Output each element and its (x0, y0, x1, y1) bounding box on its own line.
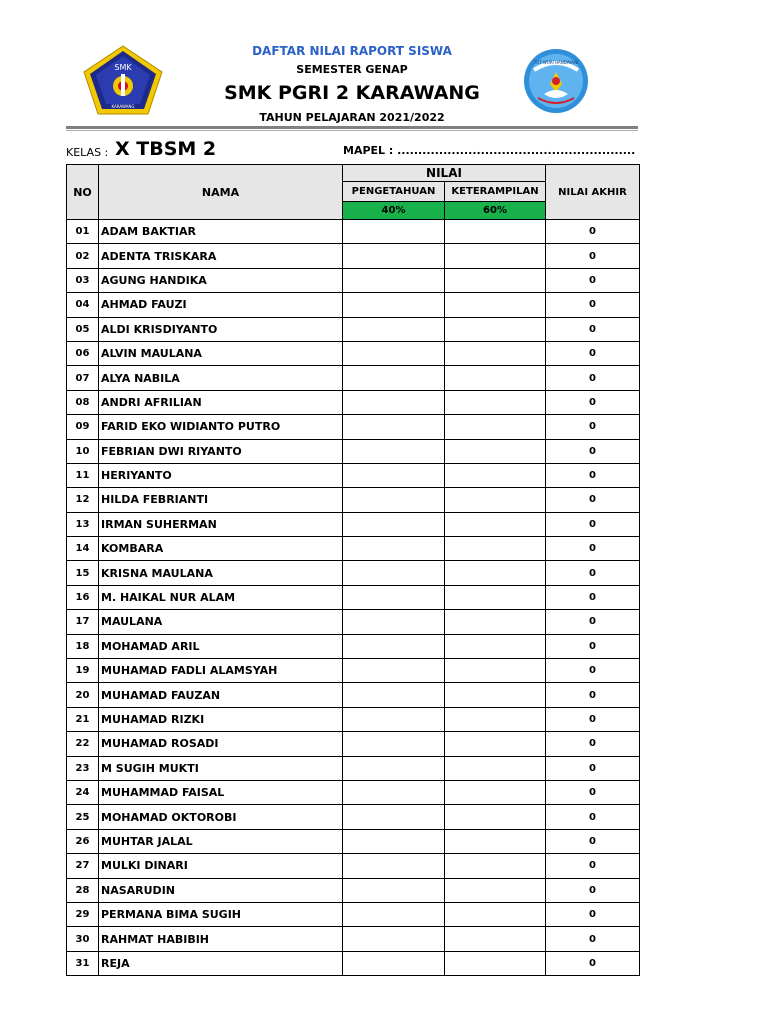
input-keterampilan[interactable] (445, 341, 546, 365)
table-row (67, 732, 640, 756)
row-nama: KOMBARA (99, 537, 343, 561)
input-pengetahuan[interactable] (343, 927, 445, 951)
table-row (67, 317, 640, 341)
row-nilai-akhir: 0 (546, 390, 640, 414)
input-keterampilan[interactable] (445, 683, 546, 707)
table-row (67, 488, 640, 512)
row-no: 11 (67, 463, 99, 487)
input-pengetahuan[interactable] (343, 805, 445, 829)
table-row (67, 463, 640, 487)
row-nilai-akhir: 0 (546, 488, 640, 512)
input-keterampilan[interactable] (445, 317, 546, 341)
row-nilai-akhir: 0 (546, 805, 640, 829)
row-nilai-akhir: 0 (546, 902, 640, 926)
row-nilai-akhir: 0 (546, 829, 640, 853)
input-pengetahuan[interactable] (343, 561, 445, 585)
input-keterampilan[interactable] (445, 488, 546, 512)
row-nilai-akhir: 0 (546, 220, 640, 244)
row-no: 09 (67, 415, 99, 439)
row-no: 17 (67, 610, 99, 634)
row-nilai-akhir: 0 (546, 854, 640, 878)
header-nama: NAMA (99, 165, 343, 220)
table-row (67, 902, 640, 926)
row-nama: RAHMAT HABIBIH (99, 927, 343, 951)
row-nilai-akhir: 0 (546, 707, 640, 731)
header-divider-thin (66, 130, 638, 131)
input-pengetahuan[interactable] (343, 244, 445, 268)
kelas-value: X TBSM 2 (115, 138, 217, 160)
row-no: 25 (67, 805, 99, 829)
row-nama: MUHTAR JALAL (99, 829, 343, 853)
row-nilai-akhir: 0 (546, 268, 640, 292)
input-pengetahuan[interactable] (343, 854, 445, 878)
row-nilai-akhir: 0 (546, 366, 640, 390)
row-no: 06 (67, 341, 99, 365)
row-no: 02 (67, 244, 99, 268)
weight-pengetahuan: 40% (343, 202, 445, 220)
input-keterampilan[interactable] (445, 902, 546, 926)
row-no: 07 (67, 366, 99, 390)
input-pengetahuan[interactable] (343, 220, 445, 244)
row-nilai-akhir: 0 (546, 585, 640, 609)
row-no: 13 (67, 512, 99, 536)
row-nilai-akhir: 0 (546, 634, 640, 658)
table-row (67, 220, 640, 244)
input-keterampilan[interactable] (445, 537, 546, 561)
input-keterampilan[interactable] (445, 512, 546, 536)
table-row (67, 268, 640, 292)
input-keterampilan[interactable] (445, 585, 546, 609)
header-divider (66, 126, 638, 129)
table-row (67, 829, 640, 853)
header-pengetahuan: PENGETAHUAN (343, 182, 445, 202)
table-row (67, 244, 640, 268)
row-nilai-akhir: 0 (546, 732, 640, 756)
input-pengetahuan[interactable] (343, 951, 445, 975)
row-no: 14 (67, 537, 99, 561)
row-nilai-akhir: 0 (546, 780, 640, 804)
table-row (67, 634, 640, 658)
row-nama: HERIYANTO (99, 463, 343, 487)
row-nama: ALVIN MAULANA (99, 341, 343, 365)
row-nama: M SUGIH MUKTI (99, 756, 343, 780)
input-pengetahuan[interactable] (343, 634, 445, 658)
row-no: 04 (67, 293, 99, 317)
row-nama: REJA (99, 951, 343, 975)
row-nama: MUHAMAD RIZKI (99, 707, 343, 731)
input-keterampilan[interactable] (445, 878, 546, 902)
row-nilai-akhir: 0 (546, 951, 640, 975)
input-keterampilan[interactable] (445, 951, 546, 975)
row-nama: MOHAMAD ARIL (99, 634, 343, 658)
row-nama: KRISNA MAULANA (99, 561, 343, 585)
school-name: SMK PGRI 2 KARAWANG (224, 82, 480, 104)
row-no: 23 (67, 756, 99, 780)
row-nilai-akhir: 0 (546, 317, 640, 341)
row-no: 05 (67, 317, 99, 341)
input-keterampilan[interactable] (445, 854, 546, 878)
row-no: 29 (67, 902, 99, 926)
input-keterampilan[interactable] (445, 293, 546, 317)
table-row (67, 610, 640, 634)
table-row (67, 366, 640, 390)
row-nama: PERMANA BIMA SUGIH (99, 902, 343, 926)
table-row (67, 927, 640, 951)
document-subtitle: DAFTAR NILAI RAPORT SISWA (252, 44, 452, 58)
row-nama: MUHAMAD FADLI ALAMSYAH (99, 659, 343, 683)
row-no: 19 (67, 659, 99, 683)
table-row (67, 683, 640, 707)
table-row (67, 512, 640, 536)
row-nilai-akhir: 0 (546, 927, 640, 951)
row-no: 16 (67, 585, 99, 609)
table-row (67, 659, 640, 683)
row-no: 26 (67, 829, 99, 853)
logo-text-top: SMK (114, 63, 132, 72)
row-no: 24 (67, 780, 99, 804)
row-no: 27 (67, 854, 99, 878)
row-no: 15 (67, 561, 99, 585)
row-nilai-akhir: 0 (546, 439, 640, 463)
input-pengetahuan[interactable] (343, 439, 445, 463)
row-nama: HILDA FEBRIANTI (99, 488, 343, 512)
input-keterampilan[interactable] (445, 634, 546, 658)
input-pengetahuan[interactable] (343, 610, 445, 634)
row-nilai-akhir: 0 (546, 244, 640, 268)
row-nama: NASARUDIN (99, 878, 343, 902)
input-keterampilan[interactable] (445, 463, 546, 487)
row-nilai-akhir: 0 (546, 878, 640, 902)
grade-table (66, 164, 640, 976)
table-row (67, 951, 640, 975)
header-nilai-akhir: NILAI AKHIR (546, 165, 640, 220)
table-row (67, 293, 640, 317)
row-nilai-akhir: 0 (546, 659, 640, 683)
row-nilai-akhir: 0 (546, 341, 640, 365)
row-no: 28 (67, 878, 99, 902)
row-nilai-akhir: 0 (546, 756, 640, 780)
weight-keterampilan: 60% (445, 202, 546, 220)
row-nama: MAULANA (99, 610, 343, 634)
input-pengetahuan[interactable] (343, 780, 445, 804)
input-pengetahuan[interactable] (343, 707, 445, 731)
input-pengetahuan[interactable] (343, 366, 445, 390)
row-nama: AHMAD FAUZI (99, 293, 343, 317)
input-pengetahuan[interactable] (343, 878, 445, 902)
row-no: 20 (67, 683, 99, 707)
input-pengetahuan[interactable] (343, 341, 445, 365)
logo-motto: TUT WURI HANDAYANI (533, 60, 579, 65)
table-row (67, 878, 640, 902)
table-row (67, 415, 640, 439)
mapel-field: MAPEL : ......................................................... (343, 144, 636, 157)
row-nama: MUHAMMAD FAISAL (99, 780, 343, 804)
row-no: 21 (67, 707, 99, 731)
input-keterampilan[interactable] (445, 268, 546, 292)
table-row (67, 854, 640, 878)
row-nama: MUHAMAD ROSADI (99, 732, 343, 756)
input-keterampilan[interactable] (445, 707, 546, 731)
row-no: 30 (67, 927, 99, 951)
semester-label: SEMESTER GENAP (296, 63, 408, 76)
row-no: 08 (67, 390, 99, 414)
table-row (67, 561, 640, 585)
header-nilai: NILAI (343, 165, 546, 182)
input-pengetahuan[interactable] (343, 317, 445, 341)
document-header (0, 0, 768, 130)
row-nama: ALDI KRISDIYANTO (99, 317, 343, 341)
input-pengetahuan[interactable] (343, 268, 445, 292)
table-row (67, 780, 640, 804)
row-no: 18 (67, 634, 99, 658)
row-no: 01 (67, 220, 99, 244)
input-pengetahuan[interactable] (343, 732, 445, 756)
row-nama: MOHAMAD OKTOROBI (99, 805, 343, 829)
row-no: 03 (67, 268, 99, 292)
kelas-label: KELAS : (66, 146, 109, 159)
row-nama: MUHAMAD FAUZAN (99, 683, 343, 707)
input-pengetahuan[interactable] (343, 488, 445, 512)
input-keterampilan[interactable] (445, 390, 546, 414)
table-row (67, 805, 640, 829)
table-row (67, 585, 640, 609)
input-keterampilan[interactable] (445, 659, 546, 683)
input-pengetahuan[interactable] (343, 390, 445, 414)
input-keterampilan[interactable] (445, 610, 546, 634)
table-row (67, 390, 640, 414)
table-row (67, 439, 640, 463)
input-keterampilan[interactable] (445, 805, 546, 829)
input-keterampilan[interactable] (445, 829, 546, 853)
input-pengetahuan[interactable] (343, 537, 445, 561)
row-nilai-akhir: 0 (546, 463, 640, 487)
table-row (67, 537, 640, 561)
input-keterampilan[interactable] (445, 366, 546, 390)
header-keterampilan: KETERAMPILAN (445, 182, 546, 202)
input-keterampilan[interactable] (445, 756, 546, 780)
table-row (67, 341, 640, 365)
row-nilai-akhir: 0 (546, 512, 640, 536)
row-nama: FARID EKO WIDIANTO PUTRO (99, 415, 343, 439)
input-pengetahuan[interactable] (343, 293, 445, 317)
input-pengetahuan[interactable] (343, 756, 445, 780)
input-keterampilan[interactable] (445, 415, 546, 439)
row-no: 22 (67, 732, 99, 756)
header-no: NO (67, 165, 99, 220)
row-nilai-akhir: 0 (546, 610, 640, 634)
input-pengetahuan[interactable] (343, 463, 445, 487)
row-nama: ADENTA TRISKARA (99, 244, 343, 268)
academic-year: TAHUN PELAJARAN 2021/2022 (259, 111, 445, 124)
input-keterampilan[interactable] (445, 220, 546, 244)
row-nama: M. HAIKAL NUR ALAM (99, 585, 343, 609)
row-nama: FEBRIAN DWI RIYANTO (99, 439, 343, 463)
input-keterampilan[interactable] (445, 927, 546, 951)
table-row (67, 756, 640, 780)
row-nama: AGUNG HANDIKA (99, 268, 343, 292)
table-row (67, 707, 640, 731)
logo-text-bottom: KARAWANG (111, 104, 135, 109)
input-pengetahuan[interactable] (343, 829, 445, 853)
input-pengetahuan[interactable] (343, 512, 445, 536)
row-nama: IRMAN SUHERMAN (99, 512, 343, 536)
input-keterampilan[interactable] (445, 780, 546, 804)
row-nama: ADAM BAKTIAR (99, 220, 343, 244)
row-nilai-akhir: 0 (546, 537, 640, 561)
input-keterampilan[interactable] (445, 244, 546, 268)
row-nama: ALYA NABILA (99, 366, 343, 390)
row-nilai-akhir: 0 (546, 683, 640, 707)
input-pengetahuan[interactable] (343, 659, 445, 683)
row-nama: MULKI DINARI (99, 854, 343, 878)
row-nilai-akhir: 0 (546, 415, 640, 439)
input-keterampilan[interactable] (445, 439, 546, 463)
input-keterampilan[interactable] (445, 561, 546, 585)
row-no: 31 (67, 951, 99, 975)
row-no: 10 (67, 439, 99, 463)
input-pengetahuan[interactable] (343, 683, 445, 707)
row-nama: ANDRI AFRILIAN (99, 390, 343, 414)
input-keterampilan[interactable] (445, 732, 546, 756)
input-pengetahuan[interactable] (343, 415, 445, 439)
input-pengetahuan[interactable] (343, 585, 445, 609)
row-nilai-akhir: 0 (546, 293, 640, 317)
row-no: 12 (67, 488, 99, 512)
input-pengetahuan[interactable] (343, 902, 445, 926)
row-nilai-akhir: 0 (546, 561, 640, 585)
